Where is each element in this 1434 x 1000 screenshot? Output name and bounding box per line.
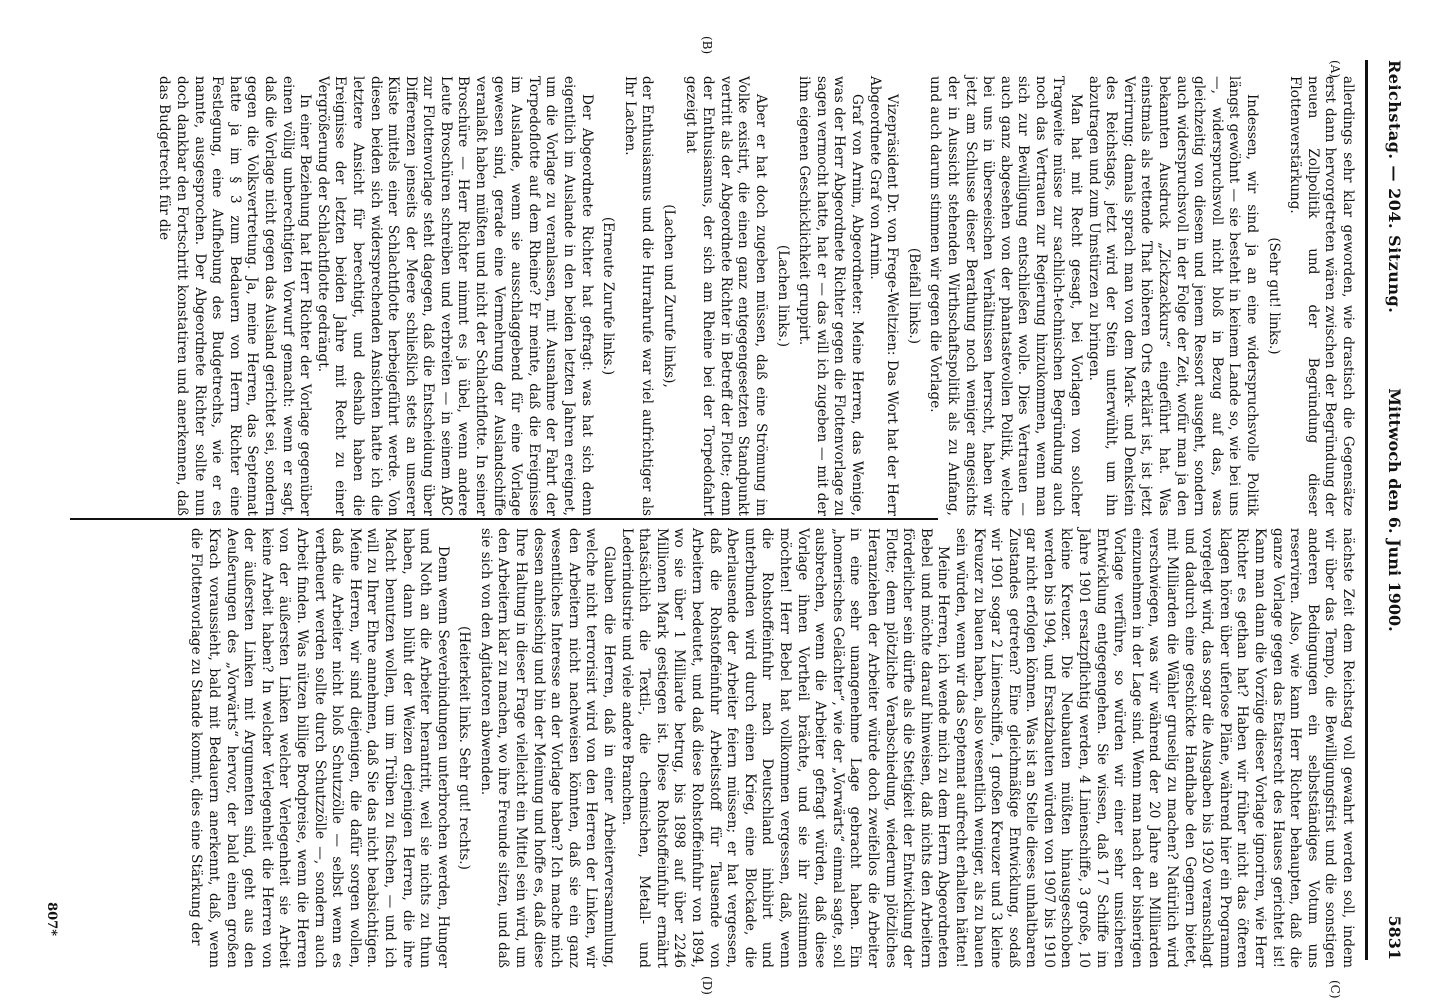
stage-direction: (Lachen und Zurufe links), [661,204,678,388]
paragraph: der Enthusiasmus und die Hurrahrufe war viel aufrichtiger als Ihr Lachen. [621,76,656,516]
page-footer-number: 807* [44,902,59,936]
margin-marker-c: (C) [1328,980,1342,999]
margin-marker-d: (D) [700,976,714,995]
header-date: Mittwoch den 6. Juni 1900. [1385,388,1404,632]
left-column [70,76,1356,516]
margin-marker-a: (A) [1328,60,1342,79]
stage-direction: (Heiterkeit links. Sehr gut! rechts.) [456,626,473,870]
header-page-number: 5831 [1385,915,1404,960]
paragraph: allerdings sehr klar geworden, wie drastisch die Gegensätze erst dann hervorgetreten wären zwischen der Begründung der neuen Zollpolitik und der Begründung dieser Flottenverstärkung. [1287,76,1356,516]
paragraph: Glauben die Herren, daß in einer Arbeiterversammlung, welche nicht terrorisirt wird von den Herren der Linken, wir den Arbeitern nicht nachweisen könnten, daß sie ein ganz wesentliches Interesse an der Vorlage haben? Ich mache mich dessen anheischig und bin der Meinung und hoffe es, daß diese Ihre Haltung in dieser Frage vielleicht ein Mittel sein wird, um den Arbeitern klar zu machen, wo ihre Freunde sitzen, und daß sie sich von den Agitatoren abwenden. [477,528,618,968]
running-header [1376,60,1412,960]
paragraph: Man hat mit Recht gesagt, bei Vorlagen von solcher Tragweite müsse zur sachlich-technischen Begründung auch noch das Vertrauen zur Regierung hinzukommen, wenn man sich zur Bewilligung entschließen wolle. Dies Vertrauen — auch ganz abgesehen von der phantastevollen Politik, welche bei uns in überseeischen Verhältnissen herrscht, haben wir jetzt am Schlusse dieser Berathung noch weniger angesichts der in Aussicht stehenden Wirthschaftspolitik als zu Anfang, und auch darum stimmen wir gegen die Vorlage. [927,76,1085,516]
stage-direction: (Beifall links.) [905,247,922,345]
paragraph: Meine Herren, ich wende mich zu dem Herrn Abgeordneten Bebel und möchte darauf hinweisen, daß nichts den Arbeitern förderlicher sein dürfte als die Stetigkeit der Entwicklung der Flotte; denn plötzliche Verabschiedung, wiederum plötzliches Heranziehen der Arbeiter würde doch zweifellos die Arbeiter in eine sehr unangenehme Lage gebracht haben. Ein „homerisches Gelächter“, wie der „Vorwärts“ einmal sagte, soll ausbrechen, wenn die Arbeiter gefragt würden, daß diese Vorlage ihnen Vortheil brächte, und sie ihr zustimmen möchten! Herr Bebel hat vollkommen vergessen, daß, wenn die Rohstoffeinfuhr nach Deutschland inhibirt und unterbunden wird durch einen Krieg, eine Blockade, die Aberlausende der Arbeiter feiern müssen; er hat vergessen, daß die Rohstoffeinfuhr Arbeitsstoff für Tausende von Arbeitern bedeutet, und daß diese Rohstoffeinfuhr von 1894, wo sie über 1 Milliarde betrug, bis 1898 auf über 2246 Millionen Mark gestiegen ist. Diese Rohstoffeinfuhr ernährt thatsächlich die Textil-, die chemischen, Metall- und Lederindustrie und viele andere Branchen. [618,528,952,968]
header-session: Reichstag. — 204. Sitzung. [1385,60,1404,314]
right-column [70,528,1356,968]
paragraph: nächste Zeit dem Reichstag voll gewahrt werden soll, indem wir über das Tempo, die Bewilligungsfrist und die sonstigen anderen Bedingungen ein selbstständiges Votum uns reserviren. Also, wie kann Herr Richter behaupten, daß die ganze Vorlage gegen das Etatsrecht des Hauses gerichtet ist! Kann man dann die Vorzüge dieser Vorlage ignoriren, wie Herr Richter es gethan hat? Haben wir früher nicht das öfteren klagen hören über uferlose Pläne, während hier ein Programm vorgelegt wird, das sogar die Ausgaben bis 1920 veranschlagt und dadurch eine geschickte Handhabe den Gegnern bietet, mit Milliarden die Wähler gruselig zu machen? Natürlich wird verschwiegen, was wir während der 20 Jahre an Milliarden einzunehmen in der Lage sind. Wenn man nach der bisherigen Vorlage verführe, so würden wir einer sehr unsicheren Entwicklung entgegengehen. Sie wissen, daß 17 Schiffe im Jahre 1901 ersatzpflichtig werden, 4 Linienschiffe, 3 große, 10 kleine Kreuzer. Die Neubauten müßten hinausgeschoben werden bis 1904, und Ersatzbauten würden von 1907 bis 1910 gar nicht erfolgen können. Was ist an Stelle dieses unhaltbaren Zustandes getreten? Eine gleichmäßige Entwicklung, sodaß wir 1901 sogar 2 Linienschiffe, 1 großen Kreuzer und 3 kleine Kreuzer zu bauen haben, also wesentlich weniger, als zu bauen sein würden, wenn wir das Septennat aufrecht erhalten hätten! [952,528,1356,968]
paragraph: Der Abgeordnete Richter hat gefragt: was hat sich denn eigentlich im Auslande in den beiden letzten Jahren ereignet, um die Vorlage zu veranlassen, mit Ausnahme der Fahrt der Torpedoflotte auf dem Rheine? Er meinte, daß die Ereignisse im Auslande, wenn sie ausschlaggebend für eine Vorlage gewesen sind, gerade eine Vermehrung der Auslandschiffe veranlaßt haben müßten und nicht der Schlachtflotte. In seiner Broschüre — Herr Richter nimmt es ja übel, wenn andere Leute Broschüren schreiben und verbreiten — in seinem ABC zur Flottenvorlage steht dagegen, daß die Entscheidung über Differenzen jenseits der Meere schließlich stets an unserer Küste mittels einer Schlachtflotte herbeigeführt werde. Von diesen beiden sich widersprechenden Ansichten hatte ich die letztere Ansicht für berechtigt, und deshalb haben die Ereignisse der letzten beiden Jahre mit Recht zu einer Vergrößerung der Schlachtflotte gedrängt. [314,76,595,516]
column-divider [70,518,938,520]
paragraph: Aber er hat doch zugeben müssen, daß eine Strömung im Volke existirt, die einen ganz entgegengesetzten Standpunkt vertritt als der Abgeordnete Richter in Betreff der Flotte; denn der Enthusiasmus, der sich am Rheine bei der Torpedofahrt gezeigt hat [682,76,769,516]
paragraph: Indessen, wir sind ja an eine widerspruchsvolle Politik längst gewöhnt — sie besteht in keinem Lande so, wie bei uns —, widerspruchsvoll nicht bloß in Bezug auf das, was gleichzeitig von diesem und jenem Ressort ausgeht, sondern auch widerspruchsvoll in der Folge der Zeit, wofür man ja den bekannten Ausdruck „Zickzackkurs“ eingeführt hat. Was einstmals als rettende That höheren Orts erklärt ist, ist jetzt Verirrung; damals sprach man von dem Mark- und Denkstein des Reichstags, jetzt wird der Stein unterwühlt, um ihn abzutragen und zum Umstürzen zu bringen. [1085,76,1261,516]
stage-direction: (Erneute Zurufe links.) [600,216,617,376]
paragraph: In einer Beziehung hat Herr Richter der Vorlage gegenüber einen völlig unberechtigten Vorwurf gemacht: wenn er sagt, daß die Vorlage nicht gegen das Ausland gerichtet sei, sondern gegen die Volksvertretung. Ja, meine Herren, das Septennat hatte ja im § 3 zum Bedauern von Herrn Richter eine Festlegung, eine Aufhebung des Budgetrechts, wie er es nannte, ausgesprochen. Der Abgeordnete Richter sollte nun doch dankbar den Fortschritt konstatiren und anerkennen, daß das Budgetrecht für die [156,76,314,516]
header-rule [1365,60,1368,960]
margin-marker-b: (B) [700,36,714,55]
stage-direction: (Lachen links.) [774,244,791,348]
paragraph: Vizepräsident Dr. von Frege-Weltzien: Das Wort hat der Herr Abgeordnete Graf von Arnim. [866,76,901,516]
stage-direction: (Sehr gut! links.) [1265,237,1282,355]
paragraph: Graf von Arnim, Abgeordneter: Meine Herren, das Wenige, was der Herr Abgeordnete Richter gegen die Flottenvorlage zu sagen vermocht hatte, hat er — das will ich zugeben — mit der ihm eigenen Geschicklichkeit gruppirt. [796,76,865,516]
paragraph: Denn wenn Seeverbindungen unterbrochen werden, Hunger und Noth an die Arbeiter herantritt, weil sie nichts zu thun haben, dann blüht der Weizen derjenigen Herren, die ihre Macht benutzen wollen, um im Trüben zu fischen, — und ich will zu Ihrer Ehre annehmen, daß Sie das nicht beabsichtigen. Meine Herren, wir sind diejenigen, die dafür sorgen wollen, daß die Arbeiter nicht bloß Schutzzölle — selbst wenn es vertheuert werden sollte durch Schutzzölle —, sondern auch Arbeit finden. Was nützen billige Brodpreise, wenn die Herren von der äußersten Linken welcher Verlegenheit sie Arbeit keine Arbeit haben? In welcher Verlegenheit die Herren von der äußersten Linken mit Argumenten sind, geht aus den Aeußerungen des „Vorwärts“ hervor, der bald einen großen Krach voraussieht, bald mit Bedauern anerkennt, daß, wenn die Flottenvorlage zu Stande kommt, dies eine Stärkung der [188,528,451,968]
